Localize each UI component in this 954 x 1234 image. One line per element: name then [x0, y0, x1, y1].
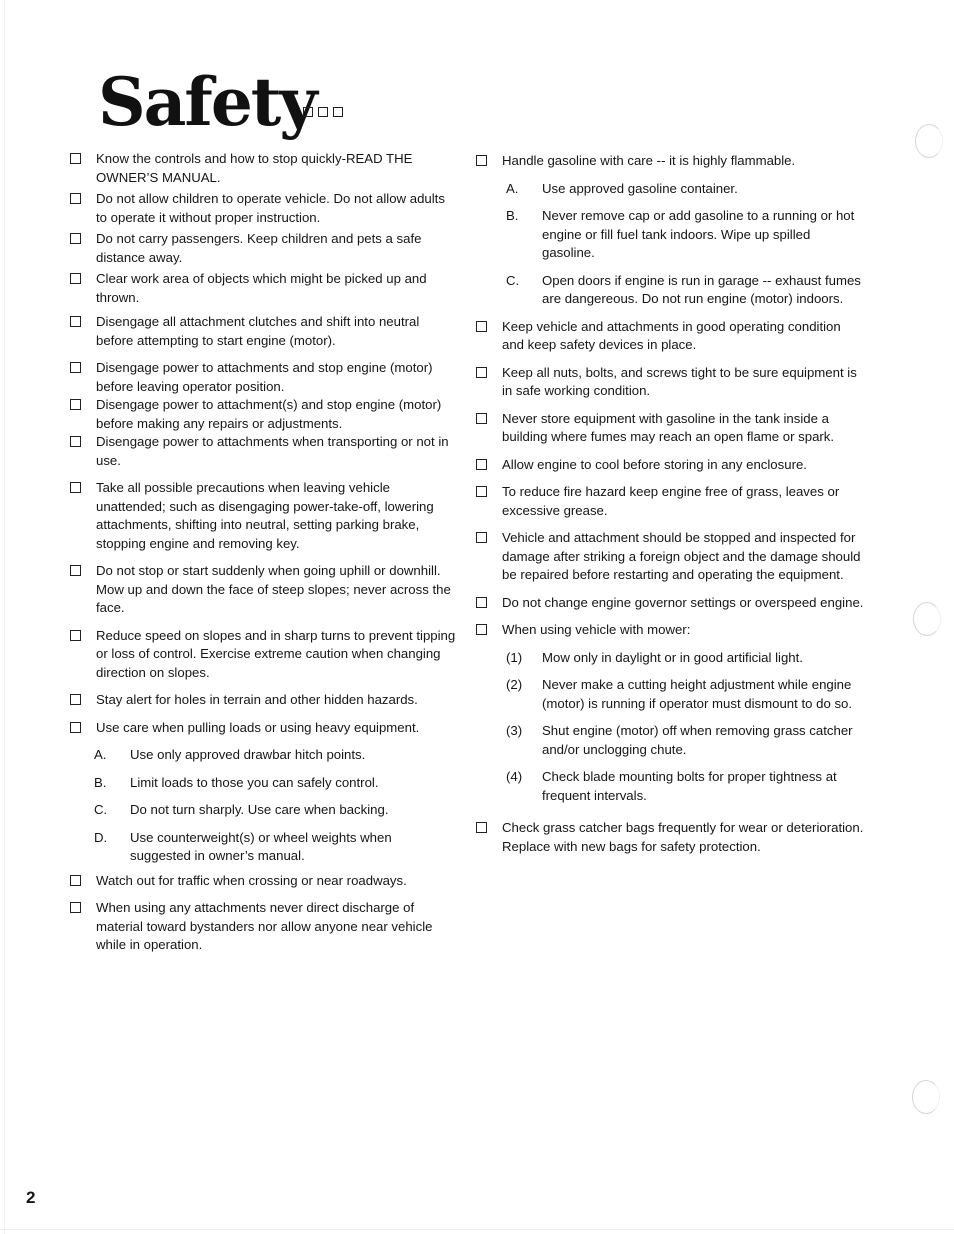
checkbox-icon [476, 459, 487, 470]
rule-text: Know the controls and how to stop quickly-READ THE OWNER’S MANUAL. [96, 151, 413, 185]
sub-rule-marker: B. [94, 774, 107, 790]
rule-text: To reduce fire hazard keep engine free of grass, leaves or excessive grease. [502, 484, 840, 518]
title-checkbox-icon [333, 107, 343, 117]
sub-rule-marker: (3) [506, 723, 523, 738]
rule-text: Check grass catcher bags frequently for wear or deterioration. Replace with new bags for safety protection. [502, 820, 864, 854]
safety-rule [68, 313, 456, 350]
checkbox-icon [70, 722, 81, 733]
checkbox-icon [476, 822, 487, 833]
checkbox-icon [476, 597, 487, 608]
rule-text: Do not carry passengers. Keep children and pets a safe distance away. [96, 231, 422, 265]
safety-rule [474, 529, 866, 585]
sub-rule [68, 829, 456, 866]
checkbox-icon [70, 436, 81, 447]
title-checkbox-icon [303, 107, 313, 117]
rule-text: Never store equipment with gasoline in the tank inside a building where fumes may reach an open flame or spark. [502, 410, 835, 444]
sub-rule [68, 774, 456, 793]
checkbox-icon [70, 316, 81, 327]
checkbox-icon [70, 875, 81, 886]
checkbox-icon [476, 532, 487, 543]
checkbox-icon [70, 565, 81, 576]
title-checkbox-icon [318, 107, 328, 117]
rule-text: Keep vehicle and attachments in good operating condition and keep safety devices in place. [502, 318, 841, 352]
scan-edge [4, 0, 5, 1234]
checkbox-icon [476, 321, 487, 332]
sub-rule [474, 180, 866, 199]
safety-rule [68, 899, 456, 955]
safety-rule [68, 190, 456, 227]
rule-text: Reduce speed on slopes and in sharp turns to prevent tipping or loss of control. Exercise extreme caution when changing direction on slopes. [96, 627, 456, 680]
checkbox-icon [70, 630, 81, 641]
rule-text: When using any attachments never direct discharge of material toward bystanders nor allow anyone near vehicle while in operation. [96, 900, 433, 952]
safety-rule [68, 479, 456, 553]
sub-rule-text: Do not turn sharply. Use care when backing. [130, 802, 389, 817]
sub-rule-marker: A. [506, 180, 519, 196]
page-number: 2 [26, 1188, 36, 1207]
safety-rule [474, 594, 866, 613]
safety-rule [68, 562, 456, 618]
safety-rule [474, 410, 866, 447]
sub-rule [68, 801, 456, 820]
left-column [68, 150, 456, 955]
rule-text: Clear work area of objects which might be picked up and thrown. [96, 271, 427, 305]
punch-hole-icon [913, 602, 941, 636]
rule-text: Keep all nuts, bolts, and screws tight to be sure equipment is in safe working condition. [502, 364, 857, 398]
rule-text: Do not stop or start suddenly when going uphill or downhill. Mow up and down the face of steep slopes; never across the face. [96, 563, 451, 615]
sub-rule-marker: C. [506, 272, 520, 288]
safety-rule [68, 396, 456, 433]
sub-rule-marker: (1) [506, 649, 523, 665]
page-title: Safety [98, 63, 316, 141]
safety-rule [68, 872, 456, 891]
safety-rule [474, 456, 866, 475]
checkbox-icon [476, 624, 487, 635]
sub-rule-marker: A. [94, 747, 107, 762]
scan-edge [0, 1229, 954, 1230]
sub-rule [474, 676, 866, 713]
sub-rule-marker: (4) [506, 769, 523, 784]
rule-text: Allow engine to cool before storing in any enclosure. [502, 456, 807, 472]
sub-rule [474, 649, 866, 668]
sub-rule [474, 272, 866, 309]
rule-text: Handle gasoline with care -- it is highly flammable. [502, 153, 796, 168]
sub-rule [474, 722, 866, 759]
safety-rule [68, 691, 456, 710]
safety-rule [474, 819, 866, 856]
sub-rule-text: Never remove cap or add gasoline to a running or hot engine or fill fuel tank indoors. Wipe up spilled gasoline. [542, 208, 855, 260]
sub-rule [474, 207, 866, 263]
checkbox-icon [70, 482, 81, 493]
sub-rule [68, 746, 456, 765]
safety-rule [68, 719, 456, 738]
rule-text: Disengage power to attachment(s) and stop engine (motor) before making any repairs or adjustments. [96, 397, 442, 431]
checkbox-icon [70, 694, 81, 705]
safety-rule [474, 483, 866, 520]
sub-rule-text: Use only approved drawbar hitch points. [130, 747, 366, 762]
punch-hole-icon [912, 1080, 940, 1114]
safety-rule [68, 270, 456, 307]
sub-rule [474, 768, 866, 805]
checkbox-icon [70, 362, 81, 373]
sub-rule-marker: D. [94, 829, 108, 845]
rule-text: Take all possible precautions when leaving vehicle unattended; such as disengaging power-take-off, lowering attachments, shifting into neutral, setting parking brake, stopping engine and removing key. [96, 480, 434, 551]
safety-rule [474, 364, 866, 401]
punch-hole-icon [915, 124, 943, 158]
sub-rule-text: Use counterweight(s) or wheel weights when suggested in owner’s manual. [130, 829, 392, 863]
checkbox-icon [70, 273, 81, 284]
sub-rule-text: Never make a cutting height adjustment while engine (motor) is running if operator must dismount to do so. [542, 677, 853, 711]
sub-rule-text: Limit loads to those you can safely control. [130, 774, 379, 790]
sub-rule-text: Shut engine (motor) off when removing grass catcher and/or unclogging chute. [542, 723, 853, 757]
checkbox-icon [70, 193, 81, 204]
checkbox-icon [70, 153, 81, 164]
rule-text: When using vehicle with mower: [502, 622, 691, 637]
safety-rule [474, 152, 866, 171]
rule-text: Watch out for traffic when crossing or near roadways. [96, 872, 407, 888]
safety-rule [474, 318, 866, 355]
safety-rule [474, 621, 866, 640]
checkbox-icon [70, 902, 81, 913]
rule-text: Disengage power to attachments and stop engine (motor) before leaving operator position. [96, 360, 433, 394]
sub-rule-marker: C. [94, 802, 108, 817]
sub-rule-marker: (2) [506, 677, 523, 692]
safety-rule [68, 359, 456, 396]
checkbox-icon [476, 367, 487, 378]
right-column [474, 152, 866, 856]
rule-text: Vehicle and attachment should be stopped and inspected for damage after striking a foreign object and the damage should be repaired before restarting and operating the equipment. [502, 530, 861, 582]
rule-text: Disengage power to attachments when transporting or not in use. [96, 434, 449, 468]
sub-rule-text: Open doors if engine is run in garage -- exhaust fumes are dangereous. Do not run engine (motor) indoors. [542, 272, 861, 306]
safety-rule [68, 150, 456, 187]
sub-rule-text: Use approved gasoline container. [542, 180, 738, 196]
safety-rule [68, 433, 456, 470]
rule-text: Do not allow children to operate vehicle. Do not allow adults to operate it without proper instruction. [96, 191, 445, 225]
checkbox-icon [476, 486, 487, 497]
rule-text: Do not change engine governor settings or overspeed engine. [502, 594, 864, 610]
rule-text: Stay alert for holes in terrain and other hidden hazards. [96, 692, 418, 707]
title-checkbox-group [303, 107, 343, 117]
rule-text: Use care when pulling loads or using heavy equipment. [96, 719, 420, 735]
checkbox-icon [70, 233, 81, 244]
sub-rule-marker: B. [506, 208, 519, 223]
sub-rule-text: Mow only in daylight or in good artificial light. [542, 649, 803, 665]
sub-rule-text: Check blade mounting bolts for proper tightness at frequent intervals. [542, 769, 837, 803]
rule-text: Disengage all attachment clutches and shift into neutral before attempting to start engine (motor). [96, 314, 420, 348]
checkbox-icon [476, 155, 487, 166]
checkbox-icon [476, 413, 487, 424]
safety-rule [68, 627, 456, 683]
checkbox-icon [70, 399, 81, 410]
safety-rule [68, 230, 456, 267]
